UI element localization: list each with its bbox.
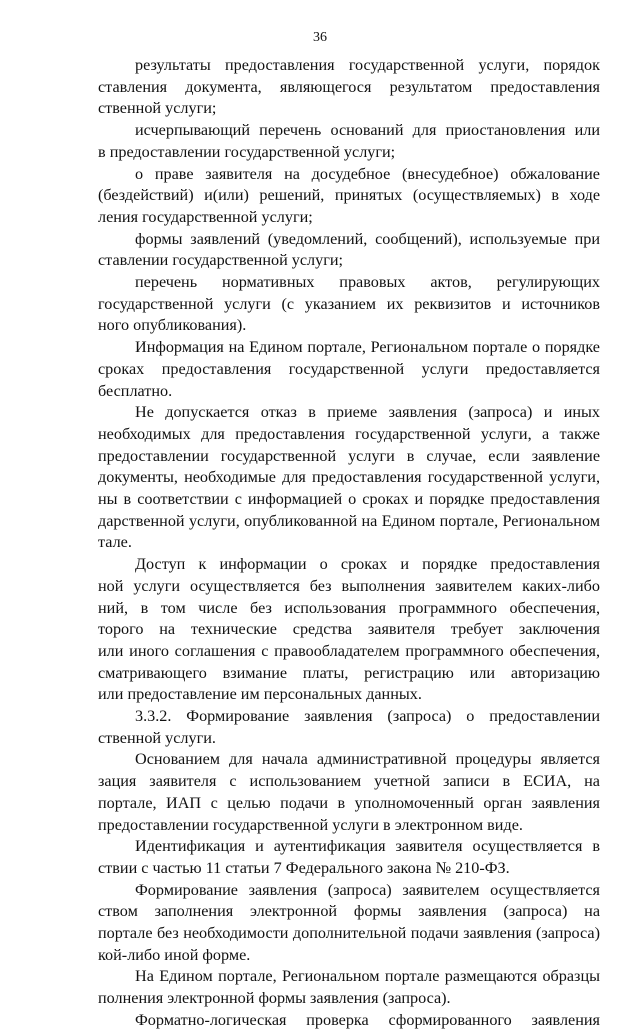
text-line: Информация на Едином портале, Региональном портале о порядке	[135, 338, 600, 357]
text-line: ственной услуги;	[98, 99, 217, 118]
text-line: Доступ к информации о сроках и порядке предоставления	[135, 555, 600, 574]
text-line: Формирование заявления (запроса) заявителем осуществляется	[135, 880, 600, 899]
text-line: Форматно-логическая проверка сформированного заявления	[135, 1010, 600, 1029]
text-line: зация заявителя с использованием учетной записи в ЕСИА, на	[98, 772, 600, 791]
text-line: Идентификация и аутентификация заявителя осуществляется в	[135, 837, 600, 856]
text-line: ны в соответствии с информацией о сроках и порядке предоставления	[98, 490, 600, 508]
text-line: На Едином портале, Региональном портале размещаются образцы	[135, 967, 600, 986]
text-line: государственной услуги (с указанием их реквизитов и источников	[98, 294, 600, 313]
text-line: портале без необходимости дополнительной подачи заявления (запроса)	[98, 924, 600, 942]
text-line: исчерпывающий перечень оснований для приостановления или	[135, 121, 600, 140]
text-line: перечень нормативных правовых актов, регулирующих	[135, 273, 600, 291]
text-line: формы заявлений (уведомлений, сообщений), используемые при	[135, 229, 600, 248]
text-line: ственной услуги.	[98, 728, 216, 747]
text-line: полнения электронной формы заявления (запроса).	[98, 989, 451, 1008]
text-line: 3.3.2. Формирование заявления (запроса) о предоставлении	[135, 707, 600, 725]
text-line: в предоставлении государственной услуги;	[98, 142, 396, 161]
text-line: торого на технические средства заявителя требует заключения	[98, 620, 600, 639]
text-line: ного опубликования).	[98, 316, 247, 335]
text-line: сроках предоставления государственной услуги предоставляется	[98, 359, 600, 378]
text-line: дарственной услуги, опубликованной на Едином портале, Региональном	[98, 511, 600, 530]
text-line: ной услуги осуществляется без выполнения заявителем каких-либо	[98, 576, 600, 595]
text-line: тале.	[98, 533, 132, 552]
text-line: бесплатно.	[98, 381, 173, 400]
text-line: (бездействий) и(или) решений, принятых (осуществляемых) в ходе	[98, 186, 600, 205]
text-line: ставления документа, являющегося результатом предоставления	[98, 77, 600, 96]
text-line: Не допускается отказ в приеме заявления (запроса) и иных	[135, 403, 600, 422]
text-line: портале, ИАП с целью подачи в уполномоченный орган заявления	[98, 793, 600, 812]
text-line: ствии с частью 11 статьи 7 Федерального закона № 210-ФЗ.	[98, 858, 510, 877]
text-line: результаты предоставления государственной услуги, порядок	[135, 56, 600, 74]
text-line: необходимых для предоставления государственной услуги, а также	[98, 424, 600, 443]
text-line: ставлении государственной услуги;	[98, 251, 344, 270]
text-line: предоставлении государственной услуги в случае, если заявление	[98, 446, 600, 465]
page-number: 36	[313, 30, 327, 45]
text-line: о праве заявителя на досудебное (внесудебное) обжалование	[135, 164, 600, 183]
text-line: ления государственной услуги;	[98, 207, 313, 226]
text-line: или предоставление им персональных данных.	[98, 685, 422, 704]
text-line: кой-либо иной форме.	[98, 945, 251, 964]
text-line: предоставлении государственной услуги в электронном виде.	[98, 815, 523, 834]
text-line: документы, необходимые для предоставления государственной услуги,	[98, 468, 600, 487]
text-line: сматривающего взимание платы, регистрацию или авторизацию	[98, 663, 600, 682]
text-line: ством заполнения электронной формы заявления (запроса) на	[98, 902, 600, 921]
text-line: или иного соглашения с правообладателем программного обеспечения,	[98, 641, 600, 660]
text-line: Основанием для начала административной процедуры является	[135, 750, 600, 769]
text-line: ний, в том числе без использования программного обеспечения,	[98, 598, 600, 617]
